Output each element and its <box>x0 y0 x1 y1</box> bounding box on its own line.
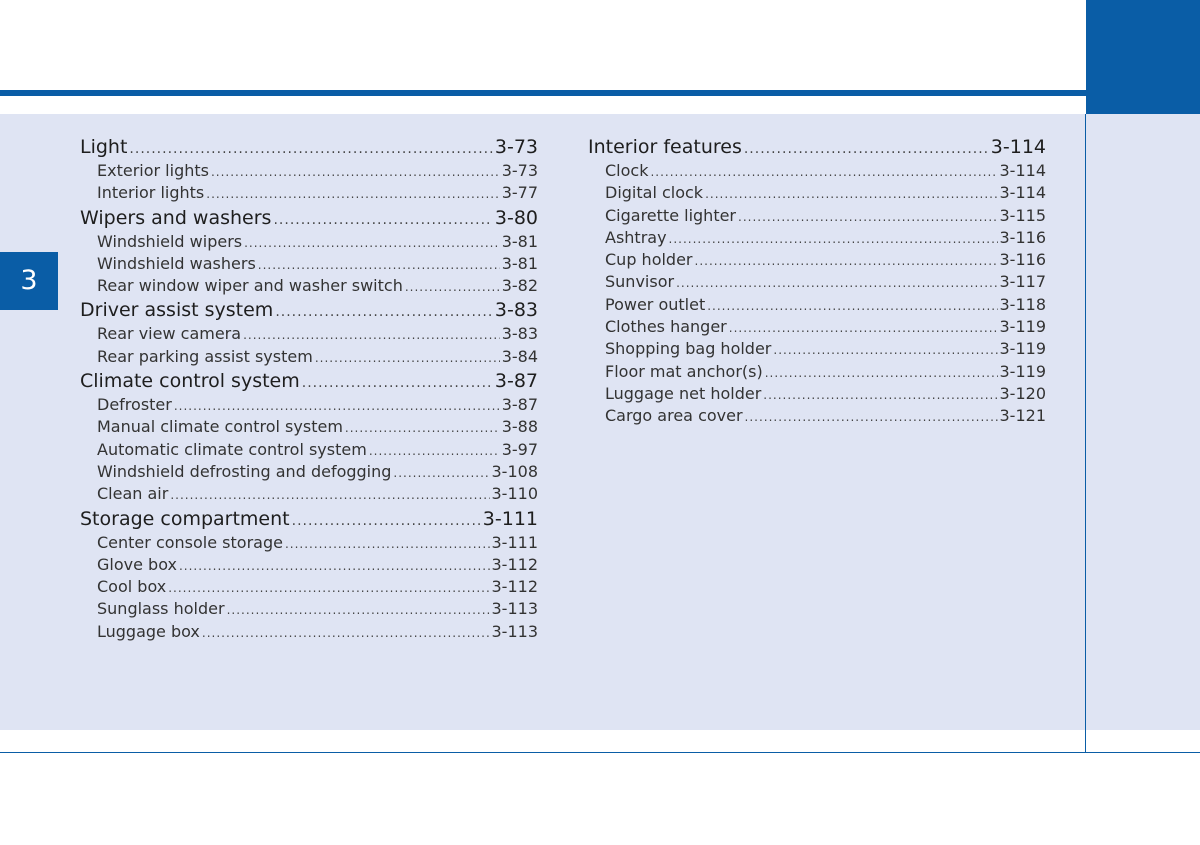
toc-entry-label: Ashtray <box>605 227 667 247</box>
dot-leader <box>202 622 490 644</box>
toc-subsection-entry[interactable] <box>588 271 1046 293</box>
toc-section-entry[interactable] <box>80 369 538 394</box>
toc-entry-label: Storage compartment <box>80 507 290 530</box>
toc-subsection-entry[interactable] <box>588 316 1046 338</box>
toc-entry-label: Cigarette lighter <box>605 205 737 225</box>
toc-page-number: 3-81 <box>501 253 538 273</box>
dot-leader <box>292 509 481 534</box>
dot-leader <box>695 250 998 272</box>
toc-page-number: 3-110 <box>491 484 538 504</box>
toc-subsection-entry[interactable] <box>588 405 1046 427</box>
toc-page-number: 3-112 <box>491 554 538 574</box>
toc-entry-label: Floor mat anchor(s) <box>605 361 763 381</box>
dot-leader <box>273 208 492 233</box>
dot-leader <box>393 462 489 484</box>
toc-entry-label: Glove box <box>97 554 177 574</box>
toc-subsection-entry[interactable] <box>80 598 538 620</box>
toc-subsection-entry[interactable] <box>80 554 538 576</box>
toc-page-number: 3-81 <box>501 231 538 251</box>
toc-entry-label: Digital clock <box>605 183 704 203</box>
toc-subsection-entry[interactable] <box>588 160 1046 182</box>
dot-leader <box>179 555 490 577</box>
toc-entry-label: Wipers and washers <box>80 206 272 229</box>
toc-subsection-entry[interactable] <box>588 227 1046 249</box>
toc-subsection-entry[interactable] <box>588 294 1046 316</box>
toc-entry-label: Windshield defrosting and defogging <box>97 461 392 481</box>
toc-page-number: 3-119 <box>999 361 1046 381</box>
dot-leader <box>765 362 998 384</box>
chapter-tab[interactable]: 3 <box>0 252 58 310</box>
dot-leader <box>744 137 989 162</box>
dot-leader <box>705 183 997 205</box>
dot-leader <box>369 440 500 462</box>
toc-page-number: 3-77 <box>501 183 538 203</box>
toc-subsection-entry[interactable] <box>80 346 538 368</box>
dot-leader <box>405 276 500 298</box>
toc-page-number: 3-83 <box>501 324 538 344</box>
toc-page-number: 3-113 <box>491 621 538 641</box>
toc-page-number: 3-111 <box>491 532 538 552</box>
margin-strip <box>1086 114 1200 730</box>
dot-leader <box>669 228 998 250</box>
toc-page-number: 3-114 <box>999 183 1046 203</box>
toc-entry-label: Cup holder <box>605 250 693 270</box>
toc-entry-label: Sunvisor <box>605 272 675 292</box>
toc-subsection-entry[interactable] <box>80 576 538 598</box>
toc-page-number: 3-119 <box>999 317 1046 337</box>
toc-left-column <box>80 134 538 643</box>
toc-page-number: 3-73 <box>501 161 538 180</box>
toc-entry-label: Windshield wipers <box>97 231 243 251</box>
toc-entry-label: Manual climate control system <box>97 417 343 437</box>
toc-page-number: 3-116 <box>999 250 1046 270</box>
corner-color-block <box>1086 0 1200 114</box>
toc-section-entry[interactable] <box>80 206 538 231</box>
toc-subsection-entry[interactable] <box>80 253 538 275</box>
toc-entry-label: Climate control system <box>80 370 300 393</box>
toc-subsection-entry[interactable] <box>588 182 1046 204</box>
toc-page-number: 3-84 <box>501 346 538 366</box>
toc-entry-label: Cargo area cover <box>605 406 743 426</box>
dot-leader <box>243 324 500 346</box>
toc-entry-label: Defroster <box>97 395 172 415</box>
dot-leader <box>773 339 997 361</box>
toc-page-number: 3-112 <box>491 577 538 597</box>
dot-leader <box>285 533 490 555</box>
toc-subsection-entry[interactable] <box>80 483 538 505</box>
toc-subsection-entry[interactable] <box>80 160 538 182</box>
toc-page-number: 3-116 <box>999 227 1046 247</box>
toc-subsection-entry[interactable] <box>80 416 538 438</box>
toc-entry-label: Power outlet <box>605 294 706 314</box>
header-rule <box>0 90 1086 96</box>
toc-entry-label: Rear window wiper and washer switch <box>97 276 403 296</box>
toc-section-entry[interactable] <box>80 135 538 160</box>
dot-leader <box>227 599 490 621</box>
toc-subsection-entry[interactable] <box>588 338 1046 360</box>
toc-subsection-entry[interactable] <box>588 383 1046 405</box>
toc-entry-label: Windshield washers <box>97 253 256 273</box>
dot-leader <box>345 417 500 439</box>
toc-page-number: 3-82 <box>501 276 538 296</box>
toc-subsection-entry[interactable] <box>588 249 1046 271</box>
dot-leader <box>763 384 997 406</box>
toc-subsection-entry[interactable] <box>80 532 538 554</box>
toc-section-entry[interactable] <box>588 135 1046 160</box>
dot-leader <box>170 484 489 506</box>
toc-page-number: 3-114 <box>990 136 1046 158</box>
dot-leader <box>745 406 998 428</box>
toc-section-entry[interactable] <box>80 298 538 323</box>
toc-section-entry[interactable] <box>80 507 538 532</box>
toc-entry-label: Driver assist system <box>80 299 274 322</box>
toc-entry-label: Shopping bag holder <box>605 339 772 359</box>
footer-rule <box>0 752 1200 753</box>
margin-divider <box>1085 114 1086 753</box>
toc-page-number: 3-80 <box>494 206 538 229</box>
dot-leader <box>315 347 500 369</box>
toc-page-number: 3-114 <box>999 161 1046 180</box>
dot-leader <box>168 577 489 599</box>
toc-entry-label: Clock <box>605 161 649 180</box>
dot-leader <box>650 161 997 183</box>
dot-leader <box>258 254 500 276</box>
toc-entry-label: Luggage box <box>97 621 200 641</box>
toc-subsection-entry[interactable] <box>80 275 538 297</box>
dot-leader <box>206 183 499 205</box>
toc-page-number: 3-118 <box>999 294 1046 314</box>
toc-subsection-entry[interactable] <box>80 621 538 643</box>
dot-leader <box>707 295 997 317</box>
toc-entry-label: Cool box <box>97 577 167 597</box>
toc-page-number: 3-73 <box>494 136 538 158</box>
dot-leader <box>676 272 997 294</box>
toc-entry-label: Luggage net holder <box>605 383 762 403</box>
dot-leader <box>174 395 500 417</box>
toc-subsection-entry[interactable] <box>588 361 1046 383</box>
toc-page-number: 3-111 <box>482 507 538 530</box>
toc-entry-label: Light <box>80 136 128 158</box>
toc-subsection-entry[interactable] <box>588 205 1046 227</box>
toc-subsection-entry[interactable] <box>80 182 538 204</box>
toc-page-number: 3-83 <box>494 299 538 322</box>
toc-entry-label: Rear view camera <box>97 324 242 344</box>
toc-entry-label: Interior lights <box>97 183 205 203</box>
dot-leader <box>738 206 997 228</box>
toc-entry-label: Clean air <box>97 484 169 504</box>
toc-right-column <box>588 134 1046 428</box>
dot-leader <box>729 317 998 339</box>
toc-page-number: 3-113 <box>491 599 538 619</box>
dot-leader <box>129 137 492 162</box>
toc-page-number: 3-119 <box>999 339 1046 359</box>
toc-entry-label: Rear parking assist system <box>97 346 313 366</box>
toc-entry-label: Sunglass holder <box>97 599 225 619</box>
toc-page-number: 3-88 <box>501 417 538 437</box>
toc-page-number: 3-117 <box>999 272 1046 292</box>
toc-page-number: 3-87 <box>494 370 538 393</box>
toc-page-number: 3-97 <box>501 439 538 459</box>
dot-leader <box>211 161 500 183</box>
toc-page-number: 3-87 <box>501 395 538 415</box>
toc-page-number: 3-108 <box>491 461 538 481</box>
toc-entry-label: Exterior lights <box>97 161 209 180</box>
toc-entry-label: Automatic climate control system <box>97 439 367 459</box>
dot-leader <box>302 371 493 396</box>
dot-leader <box>244 232 500 254</box>
toc-subsection-entry[interactable] <box>80 323 538 345</box>
dot-leader <box>275 300 493 325</box>
toc-subsection-entry[interactable] <box>80 439 538 461</box>
toc-page-number: 3-115 <box>999 205 1046 225</box>
toc-entry-label: Interior features <box>588 136 742 158</box>
toc-subsection-entry[interactable] <box>80 461 538 483</box>
toc-page-number: 3-121 <box>999 406 1046 426</box>
toc-page-number: 3-120 <box>999 383 1046 403</box>
toc-subsection-entry[interactable] <box>80 394 538 416</box>
toc-subsection-entry[interactable] <box>80 231 538 253</box>
toc-entry-label: Clothes hanger <box>605 317 727 337</box>
toc-entry-label: Center console storage <box>97 532 283 552</box>
